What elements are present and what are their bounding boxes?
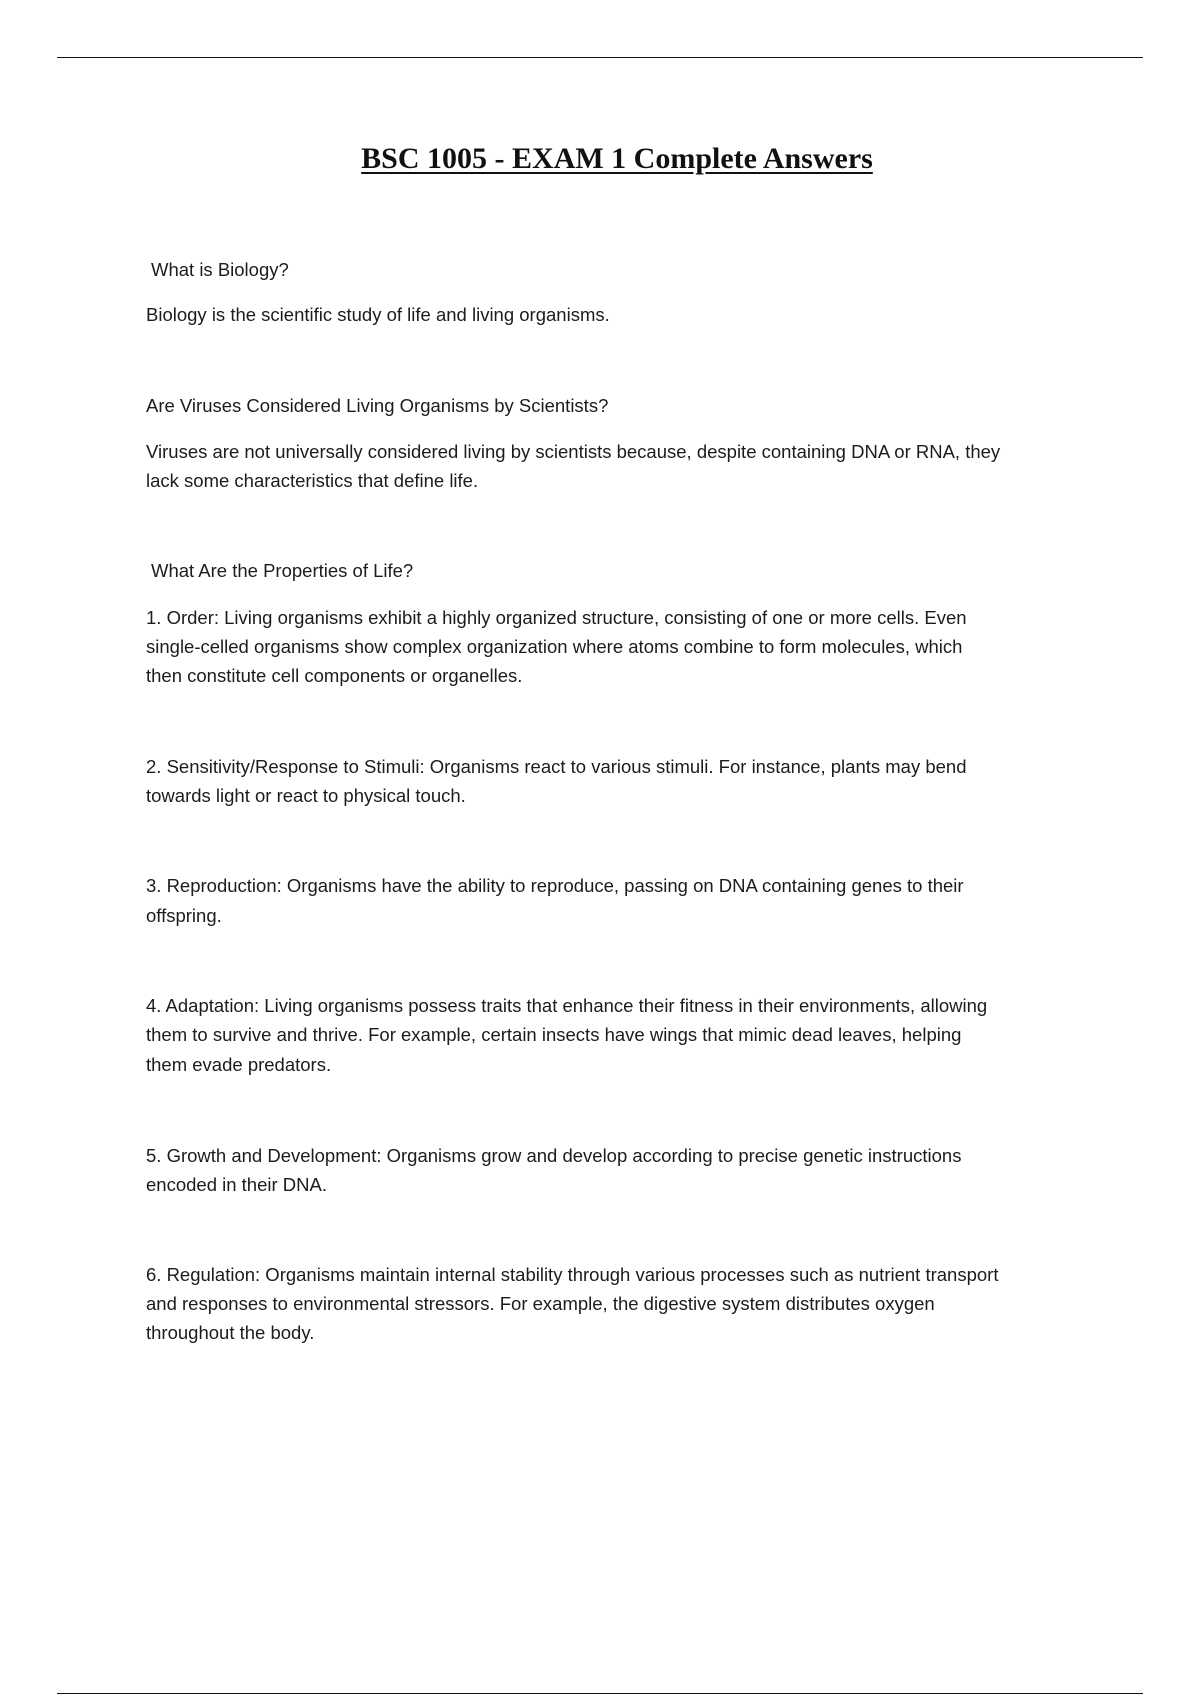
answer-line: Biology is the scientific study of life and living organisms. — [146, 304, 610, 325]
property-reproduction-line: offspring. — [146, 905, 222, 926]
question-what-is-biology: What is Biology? — [151, 259, 289, 280]
property-reproduction-line: 3. Reproduction: Organisms have the ability to reproduce, passing on DNA containing genes to their — [146, 875, 964, 896]
property-regulation-line: throughout the body. — [146, 1322, 315, 1343]
property-adaptation-line: them to survive and thrive. For example, certain insects have wings that mimic dead leaves, helping — [146, 1024, 962, 1045]
property-growth-line: 5. Growth and Development: Organisms grow and develop according to precise genetic instructions — [146, 1145, 962, 1166]
property-order-line: then constitute cell components or organelles. — [146, 665, 523, 686]
top-divider — [57, 57, 1143, 58]
property-sensitivity-line: towards light or react to physical touch. — [146, 785, 466, 806]
property-adaptation-line: 4. Adaptation: Living organisms possess traits that enhance their fitness in their environments, allowing — [146, 995, 988, 1016]
question-properties-of-life: What Are the Properties of Life? — [151, 560, 414, 581]
property-order-line: 1. Order: Living organisms exhibit a highly organized structure, consisting of one or more cells. Even — [146, 607, 967, 628]
answer-line: Viruses are not universally considered living by scientists because, despite containing DNA or RNA, they — [146, 441, 1001, 462]
answer-line: lack some characteristics that define life. — [146, 470, 479, 491]
bottom-divider — [57, 1693, 1143, 1694]
page-title: BSC 1005 - EXAM 1 Complete Answers — [361, 142, 873, 175]
property-regulation-line: and responses to environmental stressors. For example, the digestive system distributes oxygen — [146, 1293, 935, 1314]
property-regulation-line: 6. Regulation: Organisms maintain internal stability through various processes such as nutrient transport — [146, 1264, 999, 1285]
property-sensitivity-line: 2. Sensitivity/Response to Stimuli: Organisms react to various stimuli. For instance, plants may bend — [146, 756, 967, 777]
property-adaptation-line: them evade predators. — [146, 1054, 332, 1075]
property-order-line: single-celled organisms show complex organization where atoms combine to form molecules, which — [146, 636, 963, 657]
question-viruses-living: Are Viruses Considered Living Organisms by Scientists? — [146, 395, 609, 416]
property-growth-line: encoded in their DNA. — [146, 1174, 327, 1195]
